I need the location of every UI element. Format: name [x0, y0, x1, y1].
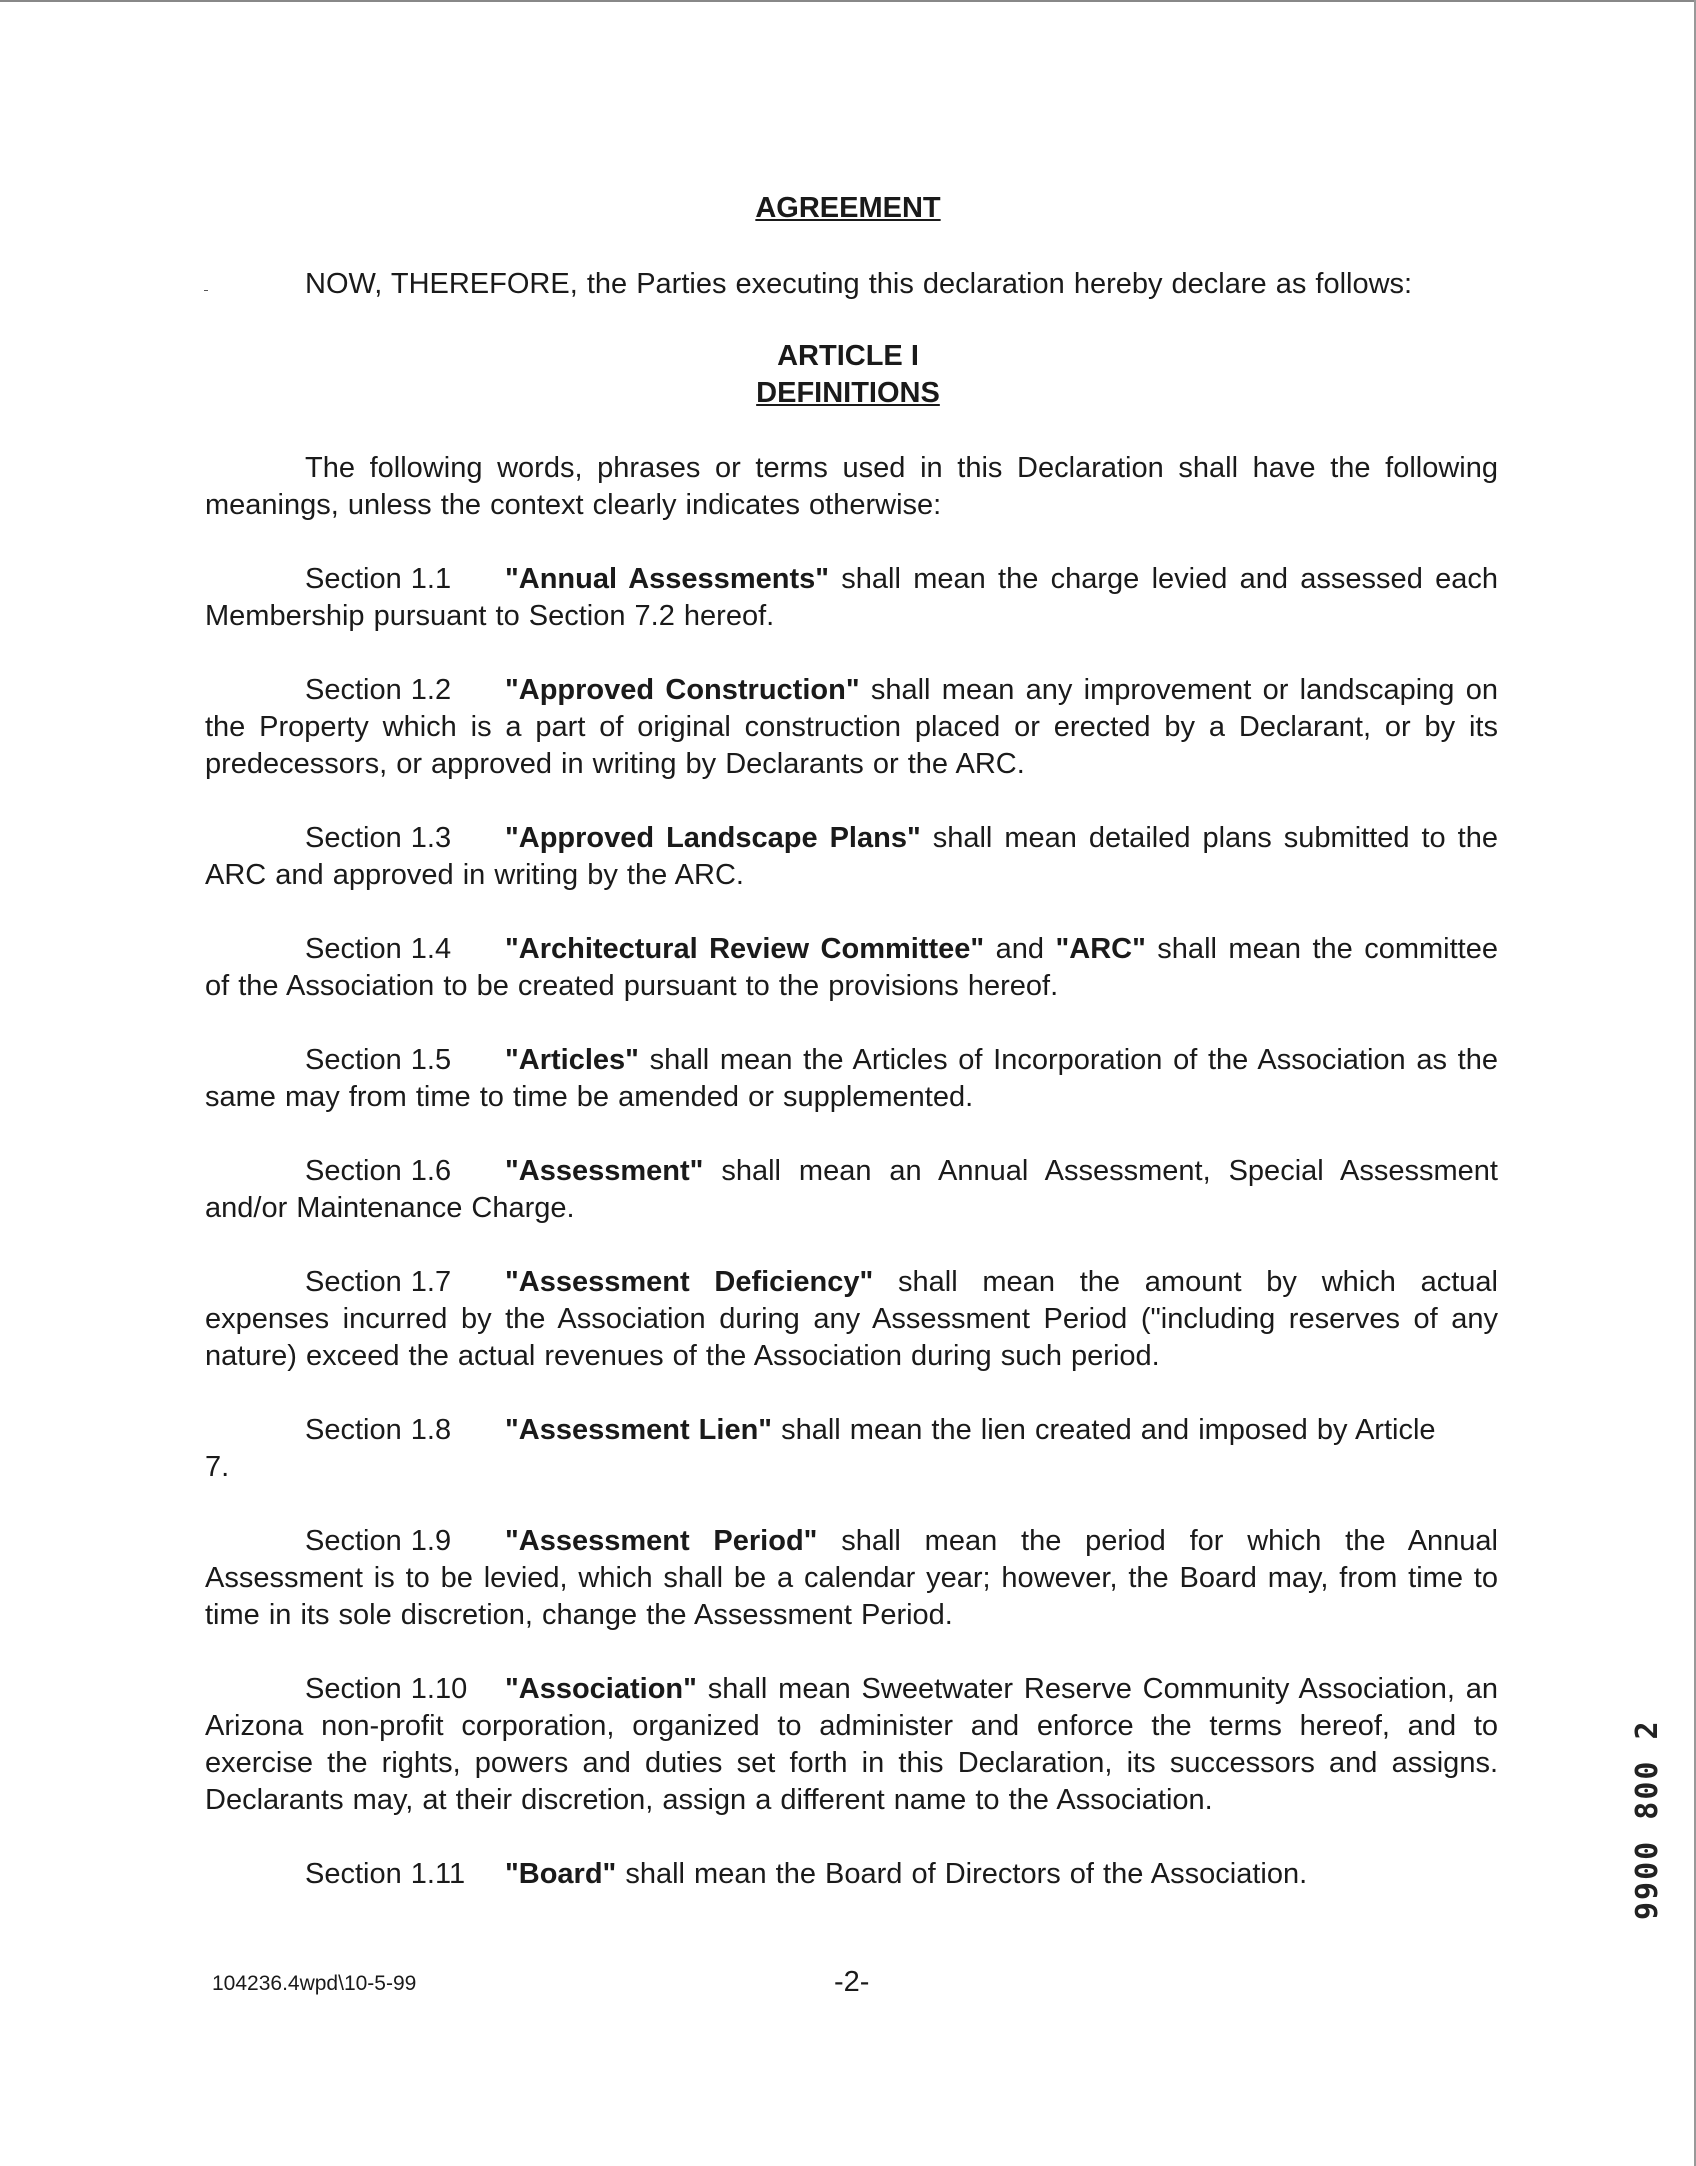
section-1-5 — [205, 1042, 1498, 1116]
defined-term: "Annual Assessments" — [505, 563, 829, 595]
defined-term: "Approved Landscape Plans" — [505, 822, 921, 854]
section-number: Section 1.9 — [305, 1525, 452, 1557]
defined-term: "Board" — [505, 1858, 617, 1890]
section-number: Section 1.3 — [305, 822, 452, 854]
section-text-end: 7. — [205, 1451, 230, 1483]
section-text: shall mean the charge levied and assessed each Membership pursuant to Section 7.2 hereof. — [205, 563, 1498, 632]
section-1-10 — [205, 1671, 1498, 1819]
article-title: DEFINITIONS — [756, 377, 940, 409]
defined-term: "Approved Construction" — [505, 674, 860, 706]
article-number: ARTICLE I — [777, 340, 919, 372]
defined-term: "Architectural Review Committee" — [505, 933, 985, 965]
section-number: Section 1.7 — [305, 1266, 452, 1298]
intro-paragraph — [205, 266, 1498, 303]
section-number: Section 1.8 — [305, 1414, 452, 1446]
defined-term: "Assessment" — [505, 1155, 704, 1187]
footer-doc-id: 104236.4wpd\10-5-99 — [212, 1972, 417, 1995]
section-1-2 — [205, 672, 1498, 783]
section-text: shall mean Sweetwater Reserve Community Association, an Arizona non-profit corporation, organized to administer and enforce the terms hereof, and to exercise the rights, powers and duties set forth in this Declaration, its successors and assigns. Declarants may, at their discretion, assign a different name to the Association. — [205, 1673, 1498, 1816]
section-text: shall mean the period for which the Annual Assessment is to be levied, which shall be a calendar year; however, the Board may, from time to time in its sole discretion, change the Assessment Period. — [205, 1525, 1498, 1631]
section-number: Section 1.6 — [305, 1155, 452, 1187]
section-number: Section 1.1 — [305, 563, 452, 595]
page-number: -2- — [834, 1966, 870, 1998]
section-number: Section 1.11 — [305, 1858, 466, 1890]
recording-stamp: 9900 800 2 — [1630, 1719, 1665, 1920]
section-1-6 — [205, 1153, 1498, 1227]
scan-edge-top — [0, 0, 1696, 2]
preamble-text: The following words, phrases or terms used in this Declaration shall have the following meanings, unless the context clearly indicates otherwise: — [205, 452, 1498, 521]
section-number: Section 1.10 — [305, 1673, 468, 1705]
section-1-11 — [205, 1856, 1498, 1893]
section-text: shall mean the Board of Directors of the Association. — [616, 1858, 1308, 1890]
section-text: shall mean detailed plans submitted to the ARC and approved in writing by the ARC. — [205, 822, 1498, 891]
section-number: Section 1.4 — [305, 933, 452, 965]
section-number: Section 1.5 — [305, 1044, 452, 1076]
section-1-8 — [205, 1412, 1498, 1486]
defined-term: "Articles" — [505, 1044, 639, 1076]
section-text: shall mean the amount by which actual expenses incurred by the Association during any Assessment Period ("including reserves of any nature) exceed the actual revenues of the Association during such period. — [205, 1266, 1498, 1372]
heading-agreement: AGREEMENT — [755, 192, 941, 224]
section-text: shall mean the Articles of Incorporation of the Association as the same may from time to time be amended or supplemented. — [205, 1044, 1498, 1113]
section-text: shall mean the committee of the Association to be created pursuant to the provisions hereof. — [205, 933, 1498, 1002]
defined-term-arc: "ARC" — [1055, 933, 1146, 965]
section-text: shall mean the lien created and imposed by Article — [772, 1414, 1436, 1446]
section-text-connector: and — [984, 933, 1056, 965]
section-1-9 — [205, 1523, 1498, 1634]
preamble-paragraph — [205, 450, 1498, 524]
defined-term: "Assessment Deficiency" — [505, 1266, 874, 1298]
defined-term: "Association" — [505, 1673, 697, 1705]
section-number: Section 1.2 — [305, 674, 452, 706]
section-1-3 — [205, 820, 1498, 894]
section-1-4 — [205, 931, 1498, 1005]
defined-term: "Assessment Period" — [505, 1525, 818, 1557]
section-1-7 — [205, 1264, 1498, 1375]
intro-text: NOW, THEREFORE, the Parties executing this declaration hereby declare as follows: — [305, 268, 1413, 300]
section-text: shall mean an Annual Assessment, Special Assessment and/or Maintenance Charge. — [205, 1155, 1498, 1224]
section-text: shall mean any improvement or landscaping on the Property which is a part of original construction placed or erected by a Declarant, or by its predecessors, or approved in writing by Declarants or the ARC. — [205, 674, 1498, 780]
section-1-1 — [205, 561, 1498, 635]
defined-term: "Assessment Lien" — [505, 1414, 773, 1446]
